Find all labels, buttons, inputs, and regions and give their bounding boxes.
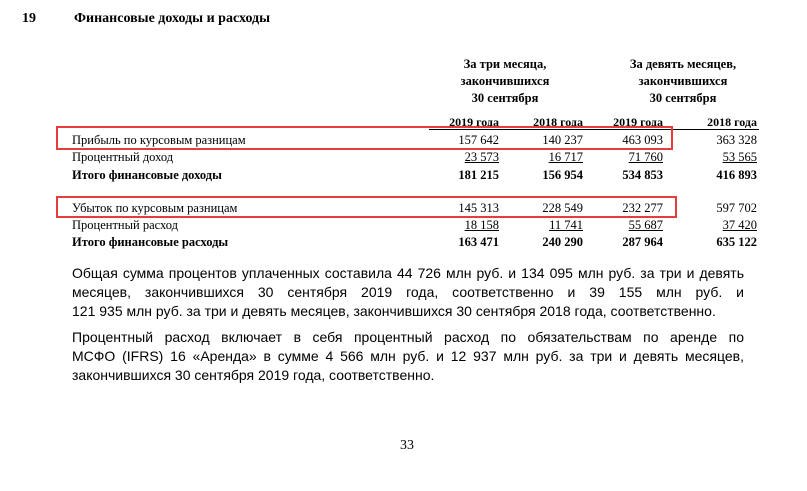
paragraph-line: Процентный расход включает в себя процентный расход по обязательствам по аренде по (72, 329, 744, 345)
table-row-label: Процентный расход (72, 218, 179, 232)
year-header: 2019 года (449, 115, 499, 129)
table-cell-value: 37 420 (722, 218, 757, 232)
table-cell-value: 71 760 (628, 150, 663, 164)
paragraph-line: Общая сумма процентов уплаченных составила 44 726 млн руб. и 134 095 млн руб. за три и девять (72, 265, 744, 281)
column-group-header: За девять месяцев, (629, 57, 737, 71)
table-cell-value: 363 328 (716, 133, 757, 147)
table-cell-value: 140 237 (542, 133, 583, 147)
paragraph-1 (72, 264, 744, 321)
table-cell-value: 23 573 (464, 150, 499, 164)
table-row-label: Итого финансовые доходы (72, 168, 222, 182)
table-cell-value: 157 642 (458, 133, 499, 147)
highlight-box (56, 196, 677, 218)
highlight-box (56, 126, 673, 150)
section-number: 19 (22, 11, 36, 26)
table-cell-value: 597 702 (716, 201, 757, 215)
column-group-header: За три месяца, (463, 57, 547, 71)
table-cell-value: 635 122 (716, 235, 757, 249)
table-cell-value: 228 549 (542, 201, 583, 215)
section-title: Финансовые доходы и расходы (74, 11, 271, 26)
paragraph-line: месяцев, закончившихся 30 сентября 2019 года, соответственно и 39 155 млн руб. и (72, 284, 744, 300)
table-cell-value: 163 471 (458, 235, 499, 249)
table-cell-value: 16 717 (548, 150, 583, 164)
table-cell-value: 55 687 (628, 218, 663, 232)
paragraph-2 (72, 328, 744, 385)
table-cell-value: 534 853 (622, 168, 663, 182)
column-group-header: 30 сентября (649, 91, 717, 105)
table-cell-value: 11 741 (549, 218, 583, 232)
table-cell-value: 53 565 (722, 150, 757, 164)
paragraph-line: МСФО (IFRS) 16 «Аренда» в сумме 4 566 млн руб. и 12 937 млн руб. за три и девять месяцев, (72, 348, 744, 364)
column-group-header: 30 сентября (471, 91, 539, 105)
table-row-label: Убыток по курсовым разницам (72, 201, 238, 215)
year-header: 2018 года (707, 115, 757, 129)
column-group-header: закончившихся (460, 74, 550, 88)
table-cell-value: 463 093 (622, 133, 663, 147)
column-group-header: закончившихся (638, 74, 728, 88)
year-header: 2019 года (613, 115, 663, 129)
table-cell-value: 181 215 (458, 168, 499, 182)
table-row-label: Процентный доход (72, 150, 174, 164)
paragraph-line: закончившихся 30 сентября 2019 года, соответственно. (72, 367, 435, 383)
table-row-label: Итого финансовые расходы (72, 235, 229, 249)
table-cell-value: 232 277 (622, 201, 663, 215)
table-cell-value: 156 954 (542, 168, 583, 182)
table-cell-value: 416 893 (716, 168, 757, 182)
table-cell-value: 145 313 (458, 201, 499, 215)
table-cell-value: 287 964 (622, 235, 663, 249)
table-row-label: Прибыль по курсовым разницам (72, 133, 246, 147)
table-cell-value: 18 158 (464, 218, 499, 232)
table-cell-value: 240 290 (542, 235, 583, 249)
year-header: 2018 года (533, 115, 583, 129)
page-number: 33 (400, 438, 414, 453)
paragraph-line: 121 935 млн руб. за три и девять месяцев, закончившихся 30 сентября 2018 года, соответственно. (72, 303, 716, 319)
